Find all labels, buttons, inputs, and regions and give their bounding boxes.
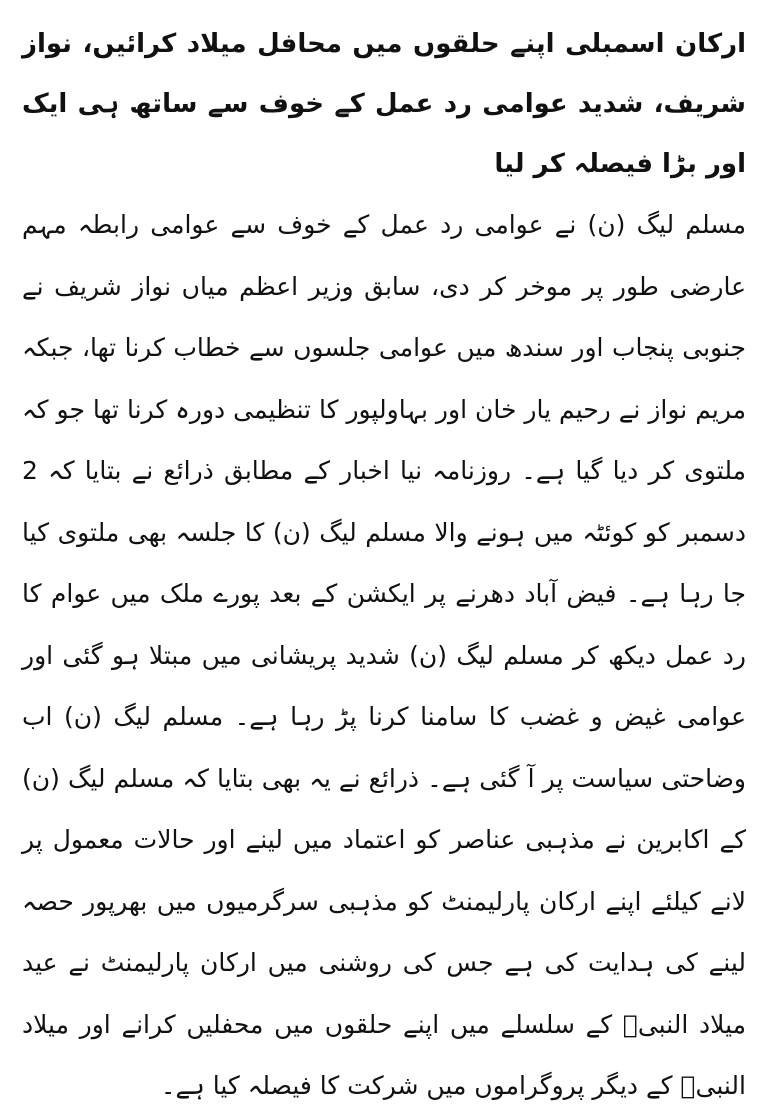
article-headline: ارکان اسمبلی اپنے حلقوں میں محافل میلاد کرائیں، نواز شریف، شدید عوامی رد عمل کے خوف سے ساتھ ہی ایک اور بڑا فیصلہ کر لیا <box>22 29 746 179</box>
article-body-paragraph: مسلم لیگ (ن) نے عوامی رد عمل کے خوف سے عوامی رابطہ مہم عارضی طور پر موخر کر دی، سابق وزیر اعظم میاں نواز شریف نے جنوبی پنجاب اور سندھ میں عوامی جلسوں سے خطاب کرنا تھا، جبکہ مریم نواز نے رحیم یار خان اور بہاولپور کا تنظیمی دورہ کرنا تھا جو کہ ملتوی کر دیا گیا ہے۔ روزنامہ نیا اخبار کے مطابق ذرائع نے بتایا کہ 2 دسمبر کو کوئٹہ میں ہونے والا مسلم لیگ (ن) کا جلسہ بھی ملتوی کیا جا رہا ہے۔ فیض آباد دھرنے پر ایکشن کے بعد پورے ملک میں عوام کا رد عمل دیکھ کر مسلم لیگ (ن) شدید پریشانی میں مبتلا ہو گئی اور عوامی غیض و غضب کا سامنا کرنا پڑ رہا ہے۔ مسلم لیگ (ن) اب وضاحتی سیاست پر آ گئی ہے۔ ذرائع نے یہ بھی بتایا کہ مسلم لیگ (ن) کے اکابرین نے مذہبی عناصر کو اعتماد میں لینے اور حالات معمول پر لانے کیلئے اپنے ارکان پارلیمنٹ کو مذہبی سرگرمیوں میں بھرپور حصہ لینے کی ہدایت کی ہے جس کی روشنی میں ارکان پارلیمنٹ نے عید میلاد النبیؐ کے سلسلے میں اپنے حلقوں میں محفلیں کرانے اور میلاد النبیؐ کے دیگر پروگراموں میں شرکت کا فیصلہ کیا ہے۔ <box>22 210 746 1100</box>
